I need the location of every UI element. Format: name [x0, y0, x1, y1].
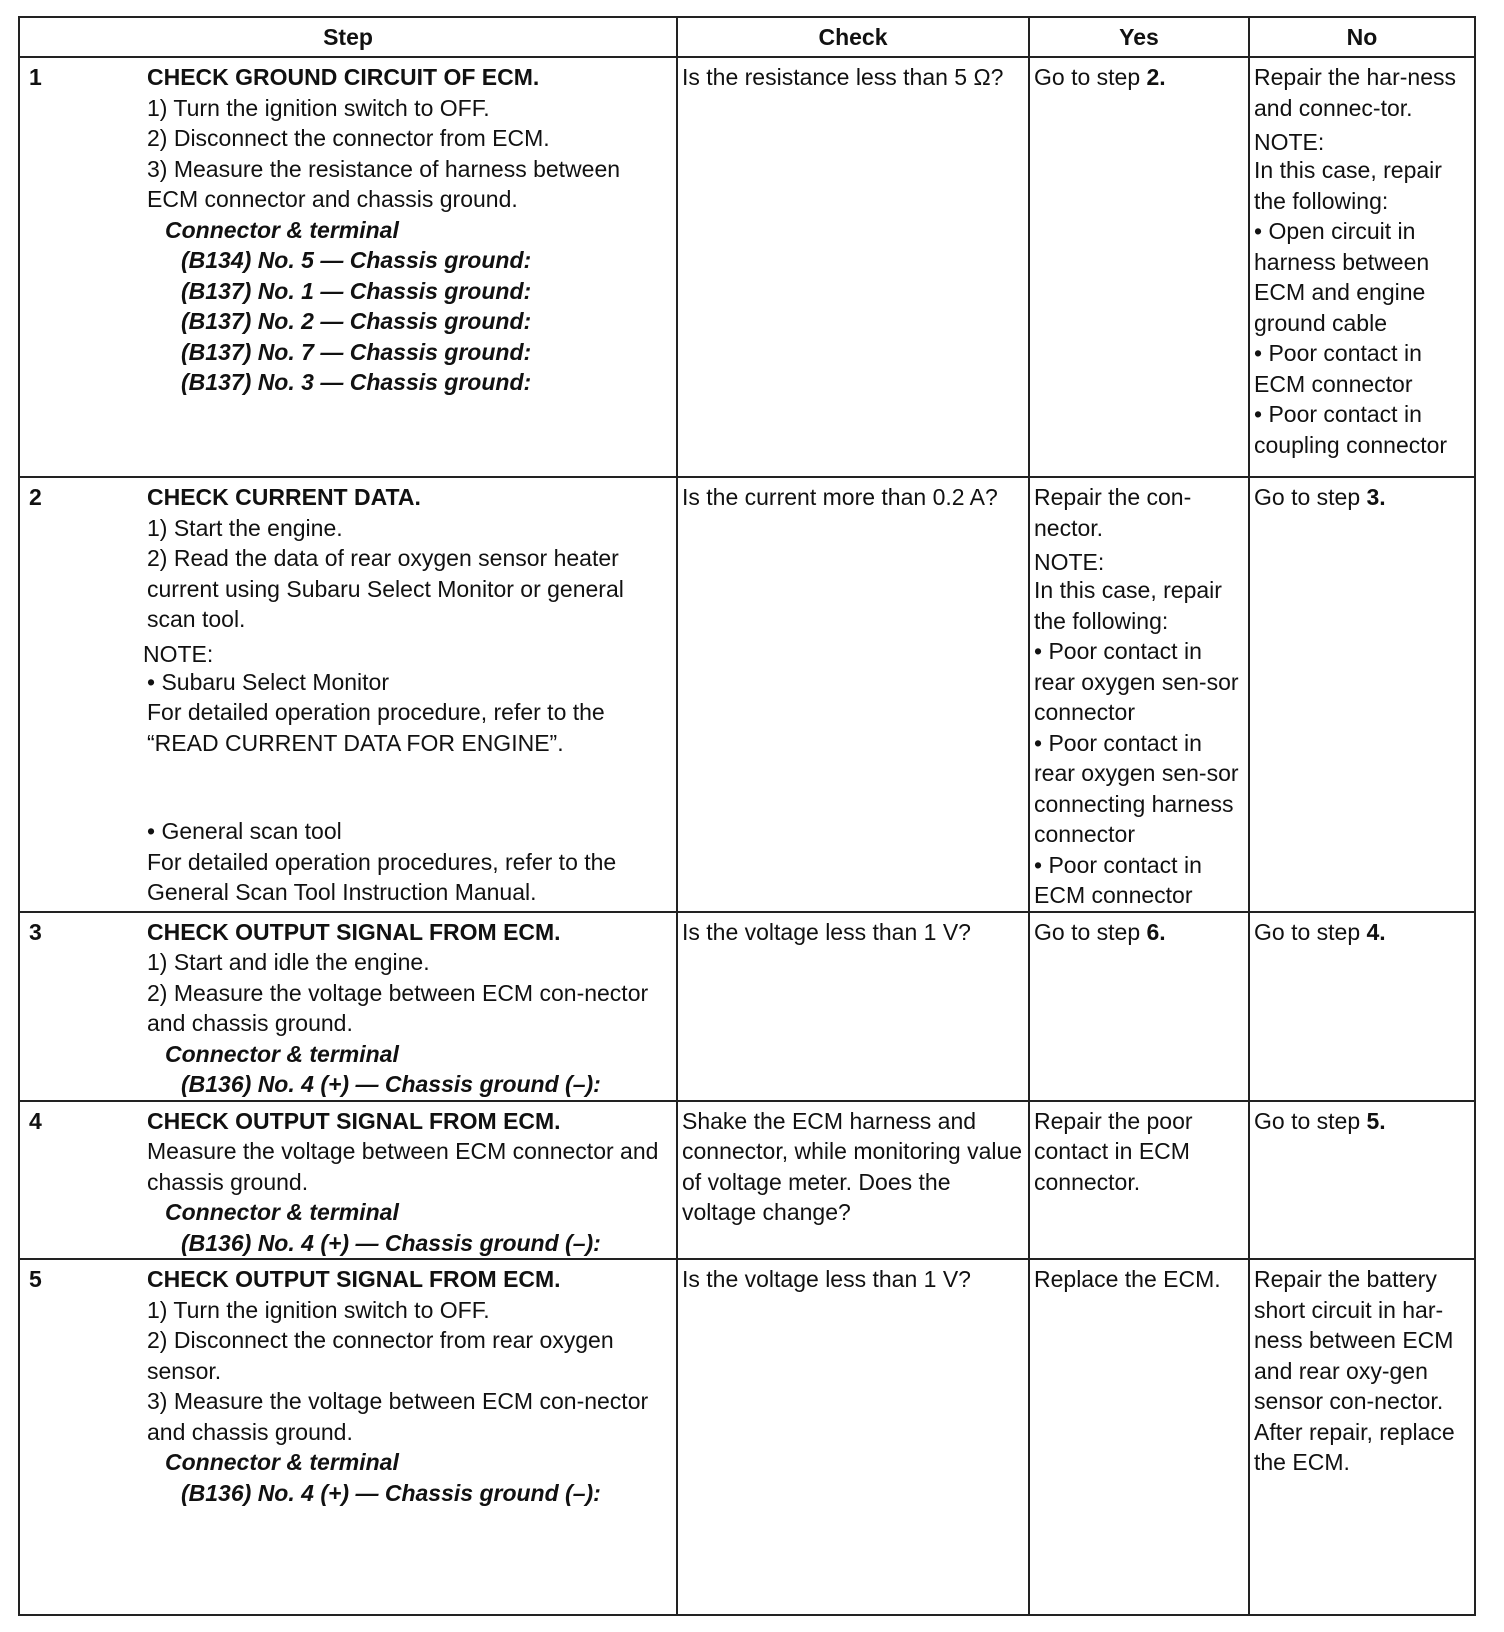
- step-title: CHECK OUTPUT SIGNAL FROM ECM.: [147, 1266, 561, 1292]
- yes-cell: Go to step 2.: [1029, 57, 1249, 477]
- terminal-spec: (B136) No. 4 (+) — Chassis ground (–):: [181, 1229, 601, 1256]
- bullet-item: • Open circuit in harness between ECM and engine ground cable: [1254, 218, 1430, 336]
- table-row: [19, 1101, 1475, 1260]
- yes-cell: Replace the ECM.: [1029, 1259, 1249, 1615]
- bullet-item: • Poor contact in ECM connector: [1254, 340, 1422, 397]
- table-row: [19, 57, 1475, 477]
- step-line: 3) Measure the resistance of harness between ECM connector and chassis ground.: [147, 155, 621, 212]
- table-row: [19, 912, 1475, 1101]
- yes-cell: Go to step 6.: [1029, 912, 1249, 1101]
- terminal-spec: (B137) No. 1 — Chassis ground:: [181, 277, 532, 304]
- table-row: [19, 477, 1475, 912]
- check-cell: Is the resistance less than 5 Ω?: [677, 57, 1029, 477]
- bullet-item: • Poor contact in ECM connector: [1034, 851, 1202, 908]
- header-step: Step: [19, 17, 677, 57]
- step-line: 2) Disconnect the connector from ECM.: [147, 125, 550, 151]
- check-cell: Is the voltage less than 1 V?: [677, 1259, 1029, 1615]
- note-item: For detailed operation procedures, refer to the General Scan Tool Instruction Manual.: [147, 848, 617, 905]
- step-number: 2: [29, 484, 42, 510]
- terminal-spec: (B134) No. 5 — Chassis ground:: [181, 247, 532, 273]
- step-cell: [19, 57, 677, 477]
- step-number: 3: [29, 918, 42, 945]
- bullet-item: • Poor contact in coupling connector: [1254, 401, 1448, 458]
- step-line: 3) Measure the voltage between ECM con-nector and chassis ground.: [147, 1388, 649, 1445]
- step-title: CHECK CURRENT DATA.: [147, 484, 421, 510]
- terminal-spec: (B137) No. 2 — Chassis ground:: [181, 308, 532, 334]
- table-row: [19, 1259, 1475, 1615]
- step-line: 1) Start the engine.: [147, 514, 343, 541]
- step-line: 2) Disconnect the connector from rear oxygen sensor.: [147, 1327, 614, 1384]
- connector-terminal-label: Connector & terminal: [165, 1449, 399, 1475]
- header-check: Check: [677, 17, 1029, 57]
- step-cell: [19, 1259, 677, 1615]
- check-cell: Is the voltage less than 1 V?: [677, 912, 1029, 1101]
- connector-terminal-label: Connector & terminal: [165, 1040, 399, 1067]
- step-line: 2) Measure the voltage between ECM con-nector and chassis ground.: [147, 979, 649, 1036]
- step-title: CHECK OUTPUT SIGNAL FROM ECM.: [147, 1107, 561, 1134]
- yes-cell: Repair the con-nector. NOTE: In this case, repair the following: • Poor contact in rear oxygen sen-sor connector • Poor contact in rear oxygen sen-sor connecting harness connector • Poor contact in ECM connector: [1029, 477, 1249, 912]
- no-cell: Go to step 4.: [1249, 912, 1475, 1101]
- bullet-item: • Poor contact in rear oxygen sen-sor connecting harness connector: [1034, 729, 1239, 847]
- no-cell: Go to step 3.: [1249, 477, 1475, 912]
- header-no: No: [1249, 17, 1475, 57]
- terminal-spec: (B137) No. 7 — Chassis ground:: [181, 338, 532, 365]
- step-line: 1) Turn the ignition switch to OFF.: [147, 94, 490, 121]
- no-cell: Go to step 5.: [1249, 1101, 1475, 1260]
- step-line: 2) Read the data of rear oxygen sensor heater current using Subaru Select Monitor or general scan tool.: [147, 545, 624, 632]
- step-line: Measure the voltage between ECM connector and chassis ground.: [147, 1138, 659, 1195]
- no-cell: Repair the battery short circuit in har-ness between ECM and rear oxy-gen sensor con-nector. After repair, replace the ECM.: [1249, 1259, 1475, 1615]
- diagnostic-table: [18, 16, 1476, 1616]
- header-yes: Yes: [1029, 17, 1249, 57]
- step-number: 1: [29, 64, 42, 90]
- terminal-spec: (B137) No. 3 — Chassis ground:: [181, 369, 532, 395]
- note-label: NOTE:: [1254, 129, 1325, 155]
- note-item: • General scan tool: [147, 818, 342, 844]
- step-cell: [19, 477, 677, 912]
- check-cell: Shake the ECM harness and connector, while monitoring value of voltage meter. Does the voltage change?: [677, 1101, 1029, 1260]
- no-cell: Repair the har-ness and connec-tor. NOTE: In this case, repair the following: • Open circuit in harness between ECM and engine ground cable • Poor contact in ECM connector • Poor contact in coupling connector: [1249, 57, 1475, 477]
- check-cell: Is the current more than 0.2 A?: [677, 477, 1029, 912]
- bullet-item: • Poor contact in rear oxygen sen-sor connector: [1034, 638, 1239, 725]
- note-label: NOTE:: [143, 640, 214, 667]
- terminal-spec: (B136) No. 4 (+) — Chassis ground (–):: [181, 1479, 601, 1506]
- note-item: • Subaru Select Monitor: [147, 668, 390, 695]
- connector-terminal-label: Connector & terminal: [165, 216, 399, 243]
- step-line: 1) Turn the ignition switch to OFF.: [147, 1296, 490, 1323]
- connector-terminal-label: Connector & terminal: [165, 1199, 399, 1225]
- step-title: CHECK OUTPUT SIGNAL FROM ECM.: [147, 918, 561, 945]
- note-label: NOTE:: [1034, 549, 1105, 575]
- step-cell: [19, 1101, 677, 1260]
- step-line: 1) Start and idle the engine.: [147, 949, 430, 975]
- note-item: For detailed operation procedure, refer to the “READ CURRENT DATA FOR ENGINE”.: [147, 699, 605, 756]
- yes-cell: Repair the poor contact in ECM connector.: [1029, 1101, 1249, 1260]
- terminal-spec: (B136) No. 4 (+) — Chassis ground (–):: [181, 1071, 601, 1097]
- step-title: CHECK GROUND CIRCUIT OF ECM.: [147, 64, 540, 90]
- header-row: [19, 17, 1475, 57]
- step-cell: [19, 912, 677, 1101]
- step-number: 4: [29, 1107, 42, 1134]
- step-number: 5: [29, 1266, 42, 1292]
